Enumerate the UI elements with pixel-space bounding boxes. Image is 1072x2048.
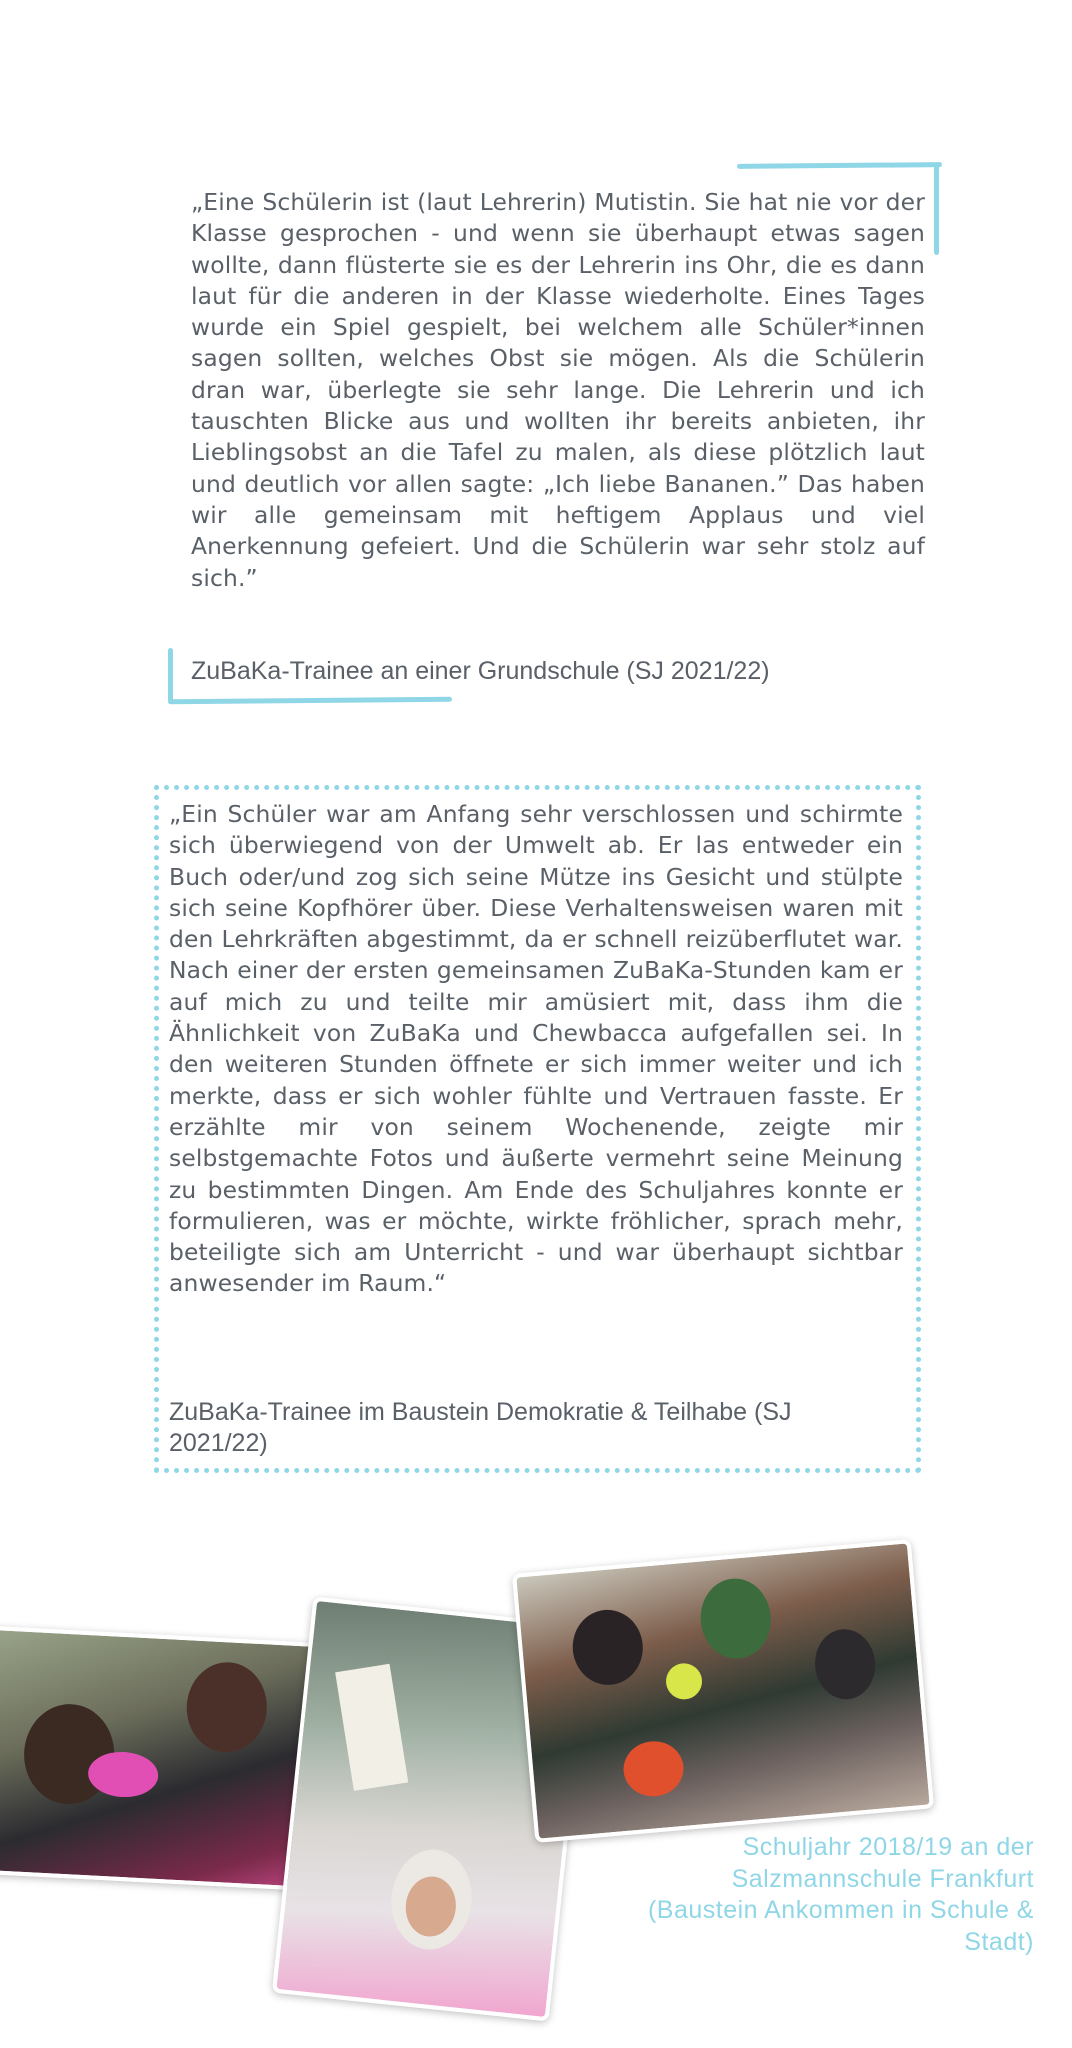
quote-2-attribution: ZuBaKa-Trainee im Baustein Demokratie & Teilhabe (SJ 2021/22) bbox=[169, 1398, 792, 1457]
accent-line-right bbox=[934, 163, 939, 255]
accent-line-bottom bbox=[168, 697, 452, 704]
quote-1-text: „Eine Schülerin ist (laut Lehrerin) Mutistin. Sie hat nie vor der Klasse gesprochen - und wenn sie überhaupt etwas sagen wollte, dann flüsterte sie es der Lehrerin ins Ohr, die es dann laut für die anderen in der Klasse wiederholte. Eines Tages wurde ein Spiel gespielt, bei welchem alle Schüler*innen sagen sollten, welches Obst sie mögen. Als die Schülerin dran war, überlegte sie sehr lange. Die Lehrerin und ich tauschten Blicke aus und wollten ihr bereits anbieten, ihr Lieblingsobst an die Tafel zu malen, als diese plötzlich laut und deutlich vor allen sagte: „Ich liebe Bananen.” Das haben wir alle gemeinsam mit heftigem Applaus und viel Anerkennung gefeiert. Und die Schülerin war sehr stolz auf sich.” bbox=[191, 188, 925, 592]
photo-caption: Schuljahr 2018/19 an der Salzmannschule Frankfurt (Baustein Ankommen in Schule & Stadt) bbox=[647, 1833, 1034, 1956]
quote-1-attribution: ZuBaKa-Trainee an einer Grundschule (SJ 2021/22) bbox=[191, 657, 770, 685]
photo-group-of-children bbox=[512, 1539, 934, 1843]
accent-line-left bbox=[168, 648, 173, 702]
quote-2-text: „Ein Schüler war am Anfang sehr verschlossen und schirmte sich überwiegend von der Umwelt ab. Er las entweder ein Buch oder/und zog sich seine Mütze ins Gesicht und stülpte sich seine Kopfhörer über. Diese Verhaltensweisen waren mit den Lehrkräften abgestimmt, da er schnell reizüberflutet war. Nach einer der ersten gemeinsamen ZuBaKa-Stunden kam er auf mich zu und teilte mir amüsiert mit, dass ihm die Ähnlichkeit von ZuBaKa und Chewbacca aufgefallen sei. In den weiteren Stunden öffnete er sich immer weiter und ich merkte, dass er sich wohler fühlte und Vertrauen fasste. Er erzählte mir von seinem Wochenende, zeigte mir selbstgemachte Fotos und äußerte vermehrt seine Meinung zu bestimmten Dingen. Am Ende des Schuljahres konnte er formulieren, was er möchte, wirkte fröhlicher, sprach mehr, beteiligte sich am Unterricht - und war überhaupt sichtbar anwesender im Raum.“ bbox=[169, 800, 903, 1298]
accent-line-top bbox=[737, 162, 942, 169]
